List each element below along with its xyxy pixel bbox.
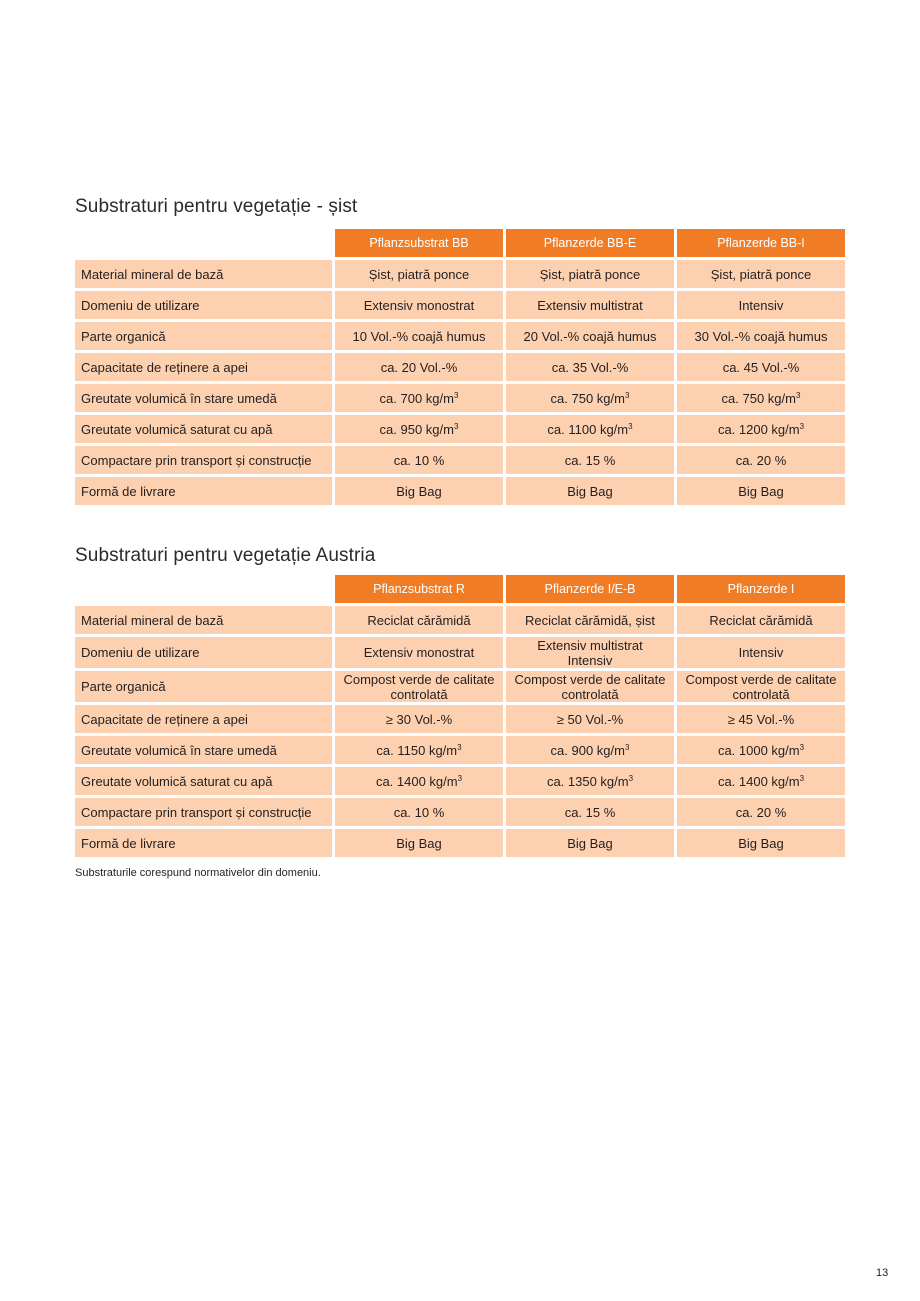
cell-text: ca. 10 %	[393, 452, 445, 468]
row-label: Domeniu de utilizare	[75, 637, 332, 668]
table-cell	[677, 637, 845, 668]
cell-text: Big Bag	[567, 483, 613, 499]
table-row	[75, 606, 845, 634]
row-label: Formă de livrare	[75, 477, 332, 505]
table-row	[75, 671, 845, 702]
unit-superscript: 3	[799, 421, 805, 431]
cell-text: ca. 1350 kg/m	[546, 773, 629, 789]
unit-superscript: 3	[624, 390, 630, 400]
table-cell	[506, 705, 674, 733]
unit-superscript: 3	[453, 421, 459, 431]
table-cell	[506, 671, 674, 702]
table-1-title: Substraturi pentru vegetație - șist	[75, 196, 358, 217]
table-header-row	[75, 575, 845, 603]
table-cell	[677, 829, 845, 857]
unit-superscript: 3	[457, 773, 463, 783]
cell-text: Intensiv	[738, 645, 784, 660]
table-row	[75, 767, 845, 795]
table-cell	[506, 798, 674, 826]
cell-text: Big Bag	[738, 835, 784, 851]
cell-text: ≥ 50 Vol.-%	[556, 711, 624, 727]
row-label: Material mineral de bază	[75, 260, 332, 288]
cell-text: Extensiv multistrat	[537, 297, 643, 313]
table-row	[75, 736, 845, 764]
table-cell	[335, 637, 503, 668]
row-label: Formă de livrare	[75, 829, 332, 857]
cell-line: Compost verde de calitate	[343, 671, 495, 687]
cell-text: Șist, piatră ponce	[710, 266, 812, 282]
unit-superscript: 3	[453, 390, 459, 400]
table-cell	[335, 671, 503, 702]
table-cell	[335, 353, 503, 381]
header-corner-blank	[75, 575, 332, 603]
table-cell	[335, 415, 503, 443]
column-header: Pflanzerde I	[677, 575, 845, 603]
cell-text: ca. 15 %	[564, 452, 616, 468]
header-corner-blank	[75, 229, 332, 257]
row-label: Greutate volumică în stare umedă	[75, 384, 332, 412]
cell-text: ca. 15 %	[564, 804, 616, 820]
table-cell	[335, 705, 503, 733]
table-cell	[677, 705, 845, 733]
cell-text: ca. 750 kg/m	[550, 390, 625, 406]
table-row	[75, 446, 845, 474]
cell-text: ca. 1400 kg/m	[375, 773, 458, 789]
cell-text: Big Bag	[396, 483, 442, 499]
table-cell	[335, 736, 503, 764]
table-cell	[677, 671, 845, 702]
cell-text: ca. 1100 kg/m	[547, 421, 629, 437]
table-cell	[335, 798, 503, 826]
table-row	[75, 829, 845, 857]
table-cell	[677, 353, 845, 381]
cell-text: ca. 900 kg/m	[550, 742, 625, 758]
table-cell	[506, 322, 674, 350]
table-cell	[677, 736, 845, 764]
row-label: Greutate volumică saturat cu apă	[75, 415, 332, 443]
cell-text: ≥ 45 Vol.-%	[727, 711, 795, 727]
cell-text: Extensiv monostrat	[363, 645, 475, 660]
row-label: Capacitate de reținere a apei	[75, 705, 332, 733]
table-cell	[335, 767, 503, 795]
cell-text: ca. 950 kg/m	[379, 421, 454, 437]
row-label: Greutate volumică în stare umedă	[75, 736, 332, 764]
cell-text: ca. 1150 kg/m	[376, 742, 458, 758]
cell-line: controlată	[390, 686, 448, 702]
table-row	[75, 705, 845, 733]
cell-line: controlată	[561, 686, 619, 702]
table-cell	[506, 606, 674, 634]
cell-text: ca. 1400 kg/m	[717, 773, 800, 789]
column-header: Pflanzerde BB-I	[677, 229, 845, 257]
cell-text: Șist, piatră ponce	[539, 266, 641, 282]
row-label: Parte organică	[75, 671, 332, 702]
unit-superscript: 3	[624, 742, 630, 752]
unit-superscript: 3	[457, 742, 462, 752]
page-number: 13	[876, 1267, 889, 1279]
cell-text: Big Bag	[567, 835, 613, 851]
table-cell	[506, 260, 674, 288]
cell-line: Extensiv multistrat	[537, 637, 643, 653]
cell-text: Extensiv monostrat	[363, 297, 475, 313]
cell-text: Reciclat cărămidă	[709, 612, 813, 628]
table-2-title: Substraturi pentru vegetație Austria	[75, 545, 376, 566]
table-cell	[335, 477, 503, 505]
unit-superscript: 3	[795, 390, 801, 400]
cell-text: ca. 20 %	[735, 452, 787, 468]
cell-text: 10 Vol.-% coajă humus	[352, 328, 486, 344]
cell-text: ca. 1000 kg/m	[717, 742, 800, 758]
table-cell	[506, 415, 674, 443]
cell-line: Intensiv	[567, 652, 613, 668]
cell-text: ca. 700 kg/m	[379, 390, 454, 406]
table-row	[75, 477, 845, 505]
table-row	[75, 260, 845, 288]
table-cell	[677, 798, 845, 826]
substrate-table-austria	[72, 572, 848, 860]
table-cell	[677, 767, 845, 795]
cell-text: ca. 35 Vol.-%	[551, 359, 629, 375]
table-cell	[506, 767, 674, 795]
unit-superscript: 3	[799, 742, 805, 752]
table-cell	[335, 291, 503, 319]
row-label: Parte organică	[75, 322, 332, 350]
column-header: Pflanzsubstrat BB	[335, 229, 503, 257]
unit-superscript: 3	[628, 773, 634, 783]
table-cell	[677, 606, 845, 634]
row-label: Greutate volumică saturat cu apă	[75, 767, 332, 795]
cell-text: Intensiv	[738, 297, 784, 313]
table-cell	[506, 384, 674, 412]
cell-text: ca. 10 %	[393, 804, 445, 820]
table-cell	[677, 446, 845, 474]
table-row	[75, 384, 845, 412]
cell-text: ca. 20 %	[735, 804, 787, 820]
table-row	[75, 798, 845, 826]
cell-text: ≥ 30 Vol.-%	[385, 711, 453, 727]
table-header-row	[75, 229, 845, 257]
table-cell	[506, 736, 674, 764]
cell-text: ca. 45 Vol.-%	[722, 359, 800, 375]
cell-text: Reciclat cărămidă	[367, 612, 471, 628]
row-label: Compactare prin transport și construcție	[75, 798, 332, 826]
table-cell	[335, 606, 503, 634]
table-cell	[506, 446, 674, 474]
cell-text: ca. 20 Vol.-%	[380, 359, 458, 375]
table-cell	[506, 353, 674, 381]
cell-text: Big Bag	[738, 483, 784, 499]
table-row	[75, 415, 845, 443]
table-cell	[677, 260, 845, 288]
column-header: Pflanzerde I/E-B	[506, 575, 674, 603]
table-cell	[335, 829, 503, 857]
table-cell	[335, 260, 503, 288]
table-cell	[677, 477, 845, 505]
cell-text: Reciclat cărămidă, șist	[524, 612, 656, 628]
cell-line: controlată	[732, 686, 790, 702]
table-cell	[335, 446, 503, 474]
table-row	[75, 637, 845, 668]
row-label: Capacitate de reținere a apei	[75, 353, 332, 381]
table-cell	[506, 291, 674, 319]
row-label: Compactare prin transport și construcție	[75, 446, 332, 474]
table-cell	[506, 477, 674, 505]
unit-superscript: 3	[799, 773, 805, 783]
table-row	[75, 353, 845, 381]
table-cell	[677, 415, 845, 443]
cell-text: Șist, piatră ponce	[368, 266, 470, 282]
substrate-table-shale	[72, 226, 848, 508]
table-row	[75, 322, 845, 350]
cell-text: Big Bag	[396, 835, 442, 851]
cell-text: 30 Vol.-% coajă humus	[694, 328, 828, 344]
table-cell	[335, 322, 503, 350]
column-header: Pflanzerde BB-E	[506, 229, 674, 257]
cell-text: ca. 750 kg/m	[721, 390, 796, 406]
unit-superscript: 3	[628, 421, 633, 431]
footnote: Substraturile corespund normativelor din domeniu.	[75, 867, 321, 879]
table-cell	[506, 829, 674, 857]
table-cell	[677, 291, 845, 319]
cell-line: Compost verde de calitate	[685, 671, 837, 687]
cell-text: 20 Vol.-% coajă humus	[523, 328, 657, 344]
column-header: Pflanzsubstrat R	[335, 575, 503, 603]
table-row	[75, 291, 845, 319]
table-cell	[677, 384, 845, 412]
row-label: Domeniu de utilizare	[75, 291, 332, 319]
cell-text: ca. 1200 kg/m	[717, 421, 800, 437]
table-cell	[506, 637, 674, 668]
table-cell	[335, 384, 503, 412]
cell-line: Compost verde de calitate	[514, 671, 666, 687]
row-label: Material mineral de bază	[75, 606, 332, 634]
table-cell	[677, 322, 845, 350]
